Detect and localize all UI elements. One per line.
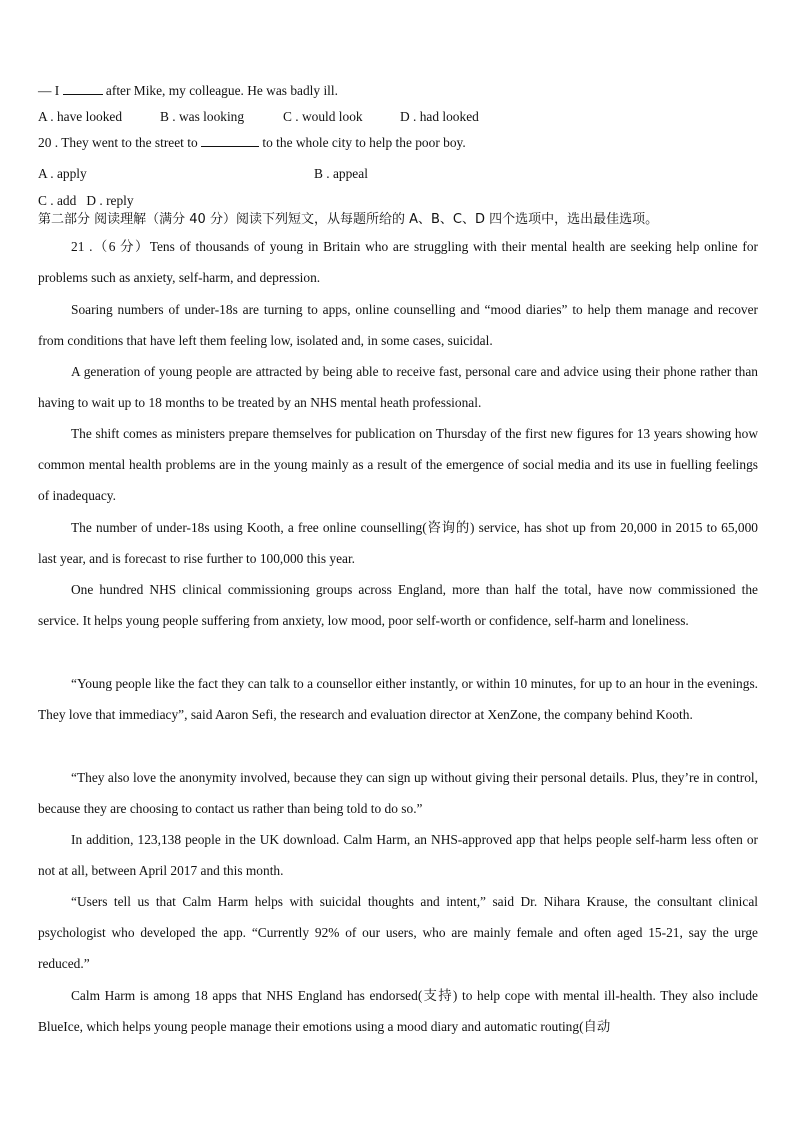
section-header: 第二部分 阅读理解（满分 40 分）阅读下列短文，从每题所给的 A、B、C、D 四个选项中，选出最佳选项。 xyxy=(38,212,659,227)
passage-paragraph-1: 21 .（6 分）Tens of thousands of young in Britain who are struggling with their mental health are seeking help online for problems such as anxiety, self-harm, and depression. xyxy=(38,239,758,286)
passage-paragraph-5: The number of under-18s using Kooth, a free online counselling(咨询的) service, has shot up from 20,000 in 2015 to 65,000 last year, and is forecast to rise further to 100,000 this year. xyxy=(38,520,758,567)
q20-stem-before: 20 . They went to the street to xyxy=(38,135,198,150)
q19-stem xyxy=(38,82,338,100)
q20-option-a: A . apply xyxy=(38,166,87,181)
passage-paragraph-11: Calm Harm is among 18 apps that NHS England has endorsed(支持) to help cope with mental ill-health. They also include BlueIce, which helps young people manage their emotions using a mood diary and automatic routing(自动 xyxy=(38,988,758,1035)
passage-paragraph-9: In addition, 123,138 people in the UK download. Calm Harm, an NHS-approved app that helps people self-harm less often or not at all, between April 2017 and this month. xyxy=(38,832,758,879)
q19-option-b: B . was looking xyxy=(160,109,245,124)
q20-stem-after: to the whole city to help the poor boy. xyxy=(262,135,466,150)
q20-blank xyxy=(201,134,259,147)
q20-option-b: B . appeal xyxy=(314,166,368,181)
q19-option-a: A . have looked xyxy=(38,109,123,124)
q19-blank xyxy=(63,82,103,95)
q19-stem-before: — I xyxy=(38,83,60,98)
passage-paragraph-6: One hundred NHS clinical commissioning groups across England, more than half the total, have now commissioned the service. It helps young people suffering from anxiety, low mood, poor self-worth or confidence, self-harm and loneliness. xyxy=(38,582,758,629)
passage-paragraph-4: The shift comes as ministers prepare themselves for publication on Thursday of the first new figures for 13 years showing how common mental health problems are in the young mainly as a result of the emergence of social media and its use in fuelling feelings of inadequacy. xyxy=(38,426,758,504)
q19-stem-after: after Mike, my colleague. He was badly ill. xyxy=(105,83,338,98)
q19-option-d: D . had looked xyxy=(400,109,479,124)
q19-option-c: C . would look xyxy=(283,109,363,124)
passage-paragraph-2: Soaring numbers of under-18s are turning to apps, online counselling and “mood diaries” to help them manage and recover from conditions that have left them feeling low, isolated and, in some cases, suicidal. xyxy=(38,302,758,349)
passage-paragraph-3: A generation of young people are attracted by being able to receive fast, personal care and advice using their phone rather than having to wait up to 18 months to be treated by an NHS mental heath professional. xyxy=(38,364,758,411)
q19-options xyxy=(38,108,479,126)
q20-stem xyxy=(38,134,466,152)
passage-paragraph-7: “Young people like the fact they can talk to a counsellor either instantly, or within 10 minutes, for up to an hour in the evenings. They love that immediacy”, said Aaron Sefi, the research and evaluation director at XenZone, the company behind Kooth. xyxy=(38,676,758,723)
passage-paragraph-8: “They also love the anonymity involved, because they can sign up without giving their personal details. Plus, they’re in control, because they are choosing to contact us rather than being told to do so.” xyxy=(38,770,758,817)
passage-paragraph-10: “Users tell us that Calm Harm helps with suicidal thoughts and intent,” said Dr. Nihara Krause, the consultant clinical psychologist who developed the app. “Currently 92% of our users, who are mainly female and often aged 15-21, say the urge reduced.” xyxy=(38,894,758,972)
q20-options-cd: C . add D . reply xyxy=(38,193,134,208)
q20-options-ab xyxy=(38,165,368,183)
